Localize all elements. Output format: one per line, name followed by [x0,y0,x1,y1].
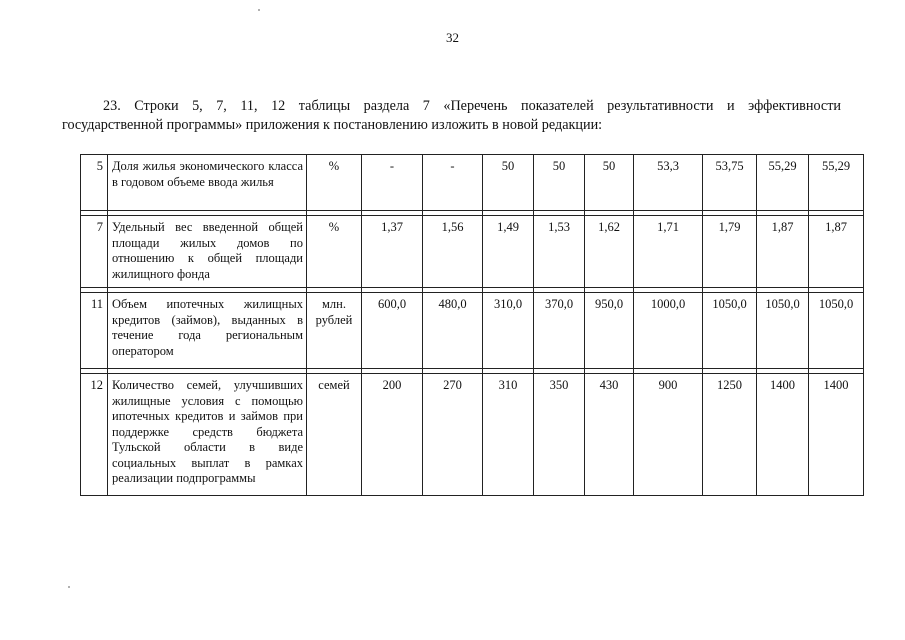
indicator-value: 53,75 [703,155,757,211]
indicator-value: 1400 [757,374,809,496]
indicator-value: 1400 [809,374,864,496]
indicator-value: 480,0 [423,293,483,369]
indicator-value: 50 [534,155,585,211]
intro-line-1: 23. Строки 5, 7, 11, 12 таблицы раздела 7 «Перечень показателей результативности и эффективности [103,98,841,114]
scan-speck [68,586,70,588]
table-row [81,374,864,496]
indicator-value: 950,0 [585,293,634,369]
indicators-table [80,154,864,496]
table-row [81,216,864,288]
unit-of-measure: % [307,216,362,288]
indicator-value: 1250 [703,374,757,496]
indicator-value: 430 [585,374,634,496]
indicator-value: 900 [634,374,703,496]
row-number: 11 [81,293,108,369]
indicator-name: Количество семей, улучшивших жилищные условия с помощью ипотечных кредитов и займов при поддержке средств бюджета Тульской области в виде социальных выплат в рамках реализации подпрограммы [108,374,307,496]
intro-line-2: государственной программы» приложения к постановлению изложить в новой редакции: [62,117,603,133]
intro-paragraph [62,97,841,135]
indicator-value: 50 [483,155,534,211]
indicator-value: 1,37 [362,216,423,288]
indicator-value: 1,62 [585,216,634,288]
unit-of-measure: млн. рублей [307,293,362,369]
indicator-value: 1,79 [703,216,757,288]
indicator-name: Доля жилья экономического класса в годовом объеме ввода жилья [108,155,307,211]
table-row [81,155,864,211]
indicator-value: 270 [423,374,483,496]
indicator-value: 1,87 [809,216,864,288]
indicator-value: 1000,0 [634,293,703,369]
indicator-value: 1,56 [423,216,483,288]
table-body [81,155,864,496]
indicator-value: 55,29 [757,155,809,211]
indicator-value: 1050,0 [703,293,757,369]
indicator-value: 600,0 [362,293,423,369]
indicator-value: 50 [585,155,634,211]
indicator-value: 1,53 [534,216,585,288]
row-number: 12 [81,374,108,496]
indicator-value: 53,3 [634,155,703,211]
scan-speck [258,9,260,11]
indicator-value: 1,87 [757,216,809,288]
indicator-value: 200 [362,374,423,496]
indicator-value: 55,29 [809,155,864,211]
indicator-name: Удельный вес введенной общей площади жилых домов по отношению к общей площади жилищного фонда [108,216,307,288]
indicator-value: - [423,155,483,211]
table-row [81,293,864,369]
indicator-value: 310,0 [483,293,534,369]
indicator-value: 1,49 [483,216,534,288]
indicator-name: Объем ипотечных жилищных кредитов (займов), выданных в течение года региональным оператором [108,293,307,369]
unit-of-measure: % [307,155,362,211]
indicator-value: 370,0 [534,293,585,369]
indicator-value: 350 [534,374,585,496]
indicator-value: 310 [483,374,534,496]
indicator-value: 1,71 [634,216,703,288]
unit-of-measure: семей [307,374,362,496]
indicator-value: 1050,0 [809,293,864,369]
page-number: 32 [446,30,459,45]
row-number: 5 [81,155,108,211]
row-number: 7 [81,216,108,288]
indicator-value: 1050,0 [757,293,809,369]
indicator-value: - [362,155,423,211]
